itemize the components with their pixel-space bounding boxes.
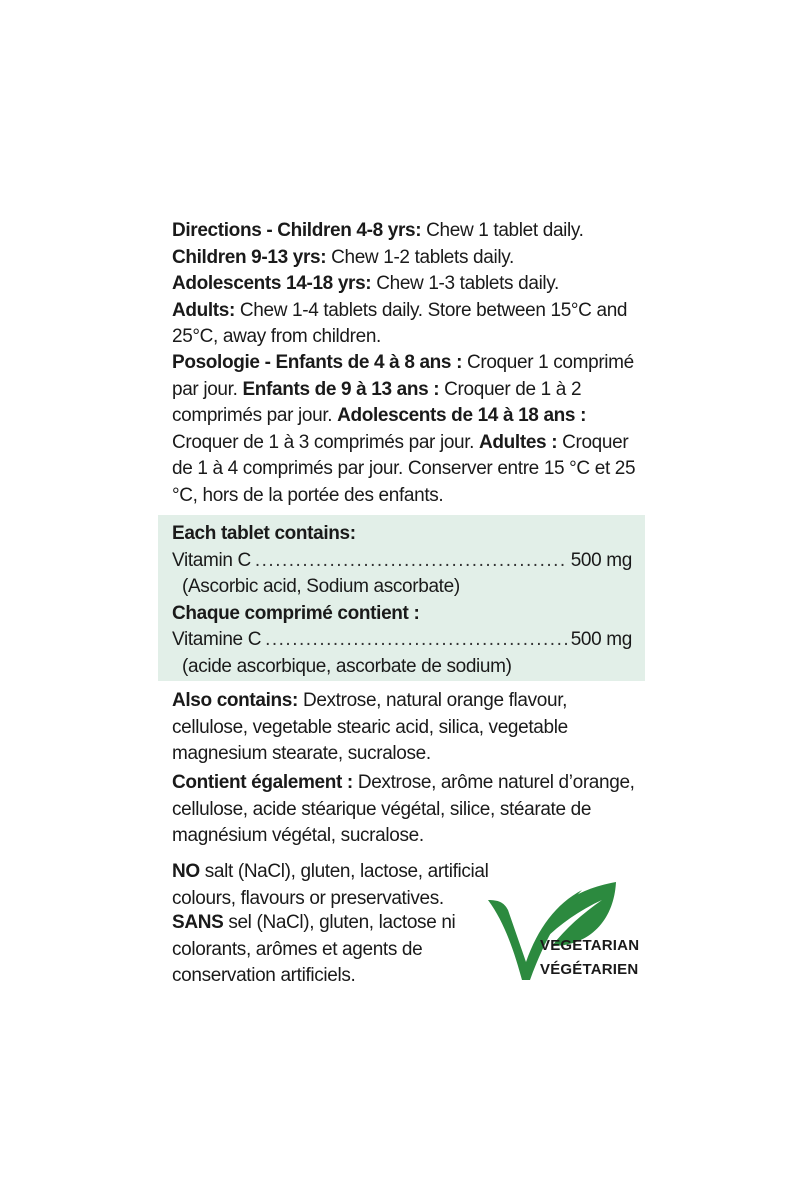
- ingredient-source-en: (Ascorbic acid, Sodium ascorbate): [182, 576, 460, 597]
- age-group-label: Adolescents de 14 à 18 ans :: [337, 405, 587, 426]
- ingredient-row-fr: [172, 627, 632, 654]
- posologie-paragraph: [172, 350, 642, 509]
- age-group-label: Adultes :: [479, 431, 558, 453]
- each-tablet-heading: Each tablet contains:: [172, 523, 356, 544]
- free-from-french: [172, 910, 492, 990]
- ingredient-source-fr: (acide ascorbique, ascorbate de sodium): [182, 655, 512, 677]
- ingredient-name: Vitamin C: [172, 549, 251, 571]
- age-group-label: Children 9-13 yrs:: [172, 246, 327, 268]
- posologie-text: Croquer de 1 à 2 comprimés par jour.: [172, 378, 582, 426]
- directions-line-children-4-8: [172, 218, 642, 245]
- posologie-heading: Posologie - Enfants de 4 à 8 ans :: [172, 352, 463, 373]
- also-contains-heading: Also contains:: [172, 690, 299, 711]
- sans-text: sel (NaCl), gluten, lactose ni colorants, arômes et agents de conservation artificiels.: [172, 912, 456, 986]
- vegetarian-label-fr: VÉGÉTARIEN: [540, 961, 639, 978]
- ingredient-name: Vitamine C: [172, 629, 262, 650]
- directions-french: [172, 350, 642, 509]
- posologie-text: Croquer 1 comprimé par jour.: [172, 352, 634, 400]
- ingredient-amount: 500 mg: [570, 629, 632, 650]
- no-heading: NO: [172, 861, 200, 882]
- free-from-text: salt (NaCl), gluten, lactose, artificial colours, flavours or preservatives.: [172, 861, 489, 909]
- sans-heading: SANS: [172, 912, 224, 933]
- directions-text: Chew 1 tablet daily.: [421, 220, 584, 241]
- also-contains-text: Dextrose, natural orange flavour, cellulose, vegetable stearic acid, silica, vegetable magnesium stearate, sucralose.: [172, 690, 568, 764]
- directions-heading: Directions - Children 4-8 yrs:: [172, 220, 422, 241]
- age-group-label: Adolescents 14-18 yrs:: [172, 273, 372, 294]
- free-from-english: [172, 859, 492, 912]
- posologie-text: Croquer de 1 à 3 comprimés par jour.: [172, 431, 480, 453]
- also-contains-english: [172, 688, 642, 768]
- directions-text: Chew 1-4 tablets daily. Store between 15°C and 25°C, away from children.: [172, 299, 628, 347]
- chaque-comprime-heading: Chaque comprimé contient :: [172, 602, 420, 624]
- contient-heading: Contient également :: [172, 772, 353, 793]
- directions-line-children-9-13: [172, 245, 642, 272]
- medicinal-ingredients-box: [158, 515, 645, 681]
- directions-line-adults: [172, 298, 642, 351]
- directions-line-adolescents: [172, 271, 642, 298]
- age-group-label: Enfants de 9 à 13 ans :: [242, 378, 440, 400]
- directions-text: Chew 1-2 tablets daily.: [326, 246, 514, 268]
- also-contains-french: [172, 770, 642, 850]
- ingredient-amount: 500 mg: [570, 549, 632, 571]
- directions-english: [172, 218, 642, 351]
- directions-text: Chew 1-3 tablets daily.: [371, 273, 559, 294]
- posologie-text: Croquer de 1 à 4 comprimés par jour. Conserver entre 15 °C et 25 °C, hors de la portée des enfants.: [172, 431, 636, 506]
- age-group-label: Adults:: [172, 299, 235, 321]
- vegetarian-label-en: VEGETARIAN: [540, 937, 640, 954]
- leader-dots: [255, 548, 567, 575]
- ingredient-row-en: [172, 548, 632, 575]
- contient-text: Dextrose, arôme naturel d’orange, cellulose, acide stéarique végétal, silice, stéarate de magnésium végétal, sucralose.: [172, 772, 635, 846]
- leader-dots: [265, 627, 567, 654]
